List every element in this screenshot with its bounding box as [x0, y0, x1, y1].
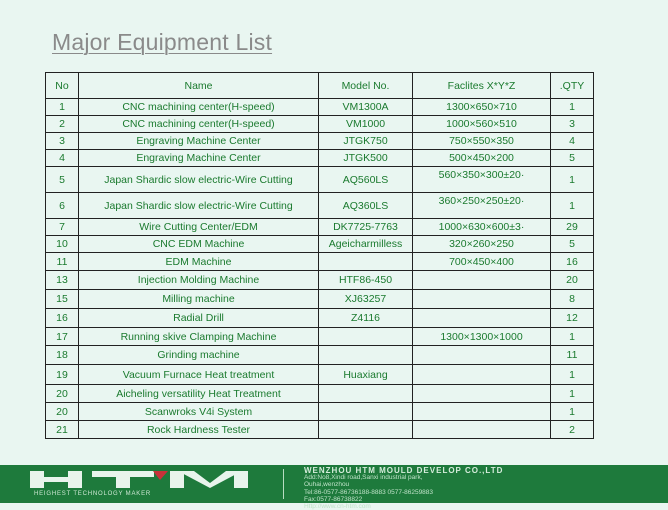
cell-qty: 20 — [551, 271, 594, 290]
cell-facilities — [413, 271, 551, 290]
table-row — [46, 365, 594, 385]
col-header-model: Model No. — [319, 73, 413, 99]
logo-tagline: HEIGHEST TECHNOLOGY MAKER — [34, 491, 152, 497]
cell-model — [319, 346, 413, 365]
cell-facilities — [413, 403, 551, 421]
table-row — [46, 328, 594, 346]
cell-name: Vacuum Furnace Heat treatment — [79, 365, 319, 385]
cell-no: 11 — [46, 253, 79, 271]
cell-facilities: 700×450×400 — [413, 253, 551, 271]
cell-name: Milling machine — [79, 290, 319, 309]
footer-divider — [283, 469, 284, 499]
cell-no: 20 — [46, 403, 79, 421]
company-info — [304, 467, 659, 510]
cell-facilities: 360×250×250±20· — [413, 193, 551, 219]
cell-model: Z4116 — [319, 309, 413, 328]
cell-name: Scanwroks V4i System — [79, 403, 319, 421]
table-row — [46, 150, 594, 167]
company-tel: Tel:86-0577-86736188-8883 0577-86259883 — [304, 488, 434, 496]
col-header-no: No — [46, 73, 79, 99]
table-row — [46, 403, 594, 421]
page-title: Major Equipment List — [52, 29, 273, 55]
cell-qty: 1 — [551, 99, 594, 116]
cell-model: DK7725-7763 — [319, 219, 413, 236]
table-row — [46, 99, 594, 116]
cell-qty: 1 — [551, 403, 594, 421]
cell-facilities — [413, 346, 551, 365]
cell-qty: 1 — [551, 385, 594, 403]
cell-facilities: 1000×560×510 — [413, 116, 551, 133]
cell-model — [319, 328, 413, 346]
cell-no: 21 — [46, 421, 79, 439]
cell-model: VM1000 — [319, 116, 413, 133]
cell-no: 17 — [46, 328, 79, 346]
table-row — [46, 253, 594, 271]
table-row — [46, 290, 594, 309]
cell-no: 3 — [46, 133, 79, 150]
cell-no: 2 — [46, 116, 79, 133]
table-row — [46, 346, 594, 365]
cell-model: AQ560LS — [319, 167, 413, 193]
table-row — [46, 236, 594, 253]
cell-qty: 8 — [551, 290, 594, 309]
cell-model: AQ360LS — [319, 193, 413, 219]
cell-model: JTGK500 — [319, 150, 413, 167]
table-row — [46, 219, 594, 236]
footer-band — [0, 465, 668, 510]
cell-no: 18 — [46, 346, 79, 365]
cell-no: 20 — [46, 385, 79, 403]
cell-qty: 11 — [551, 346, 594, 365]
cell-no: 7 — [46, 219, 79, 236]
company-web: Http://www.cn-htm.com — [304, 503, 371, 510]
cell-name: Grinding machine — [79, 346, 319, 365]
cell-no: 6 — [46, 193, 79, 219]
cell-qty: 2 — [551, 421, 594, 439]
table-row — [46, 167, 594, 193]
cell-name: CNC machining center(H-speed) — [79, 99, 319, 116]
table-row — [46, 271, 594, 290]
htm-logo-icon — [28, 469, 253, 491]
cell-name: EDM Machine — [79, 253, 319, 271]
table-row — [46, 116, 594, 133]
cell-name: CNC EDM Machine — [79, 236, 319, 253]
cell-qty: 16 — [551, 253, 594, 271]
cell-facilities — [413, 365, 551, 385]
cell-name: Running skive Clamping Machine — [79, 328, 319, 346]
cell-facilities: 320×260×250 — [413, 236, 551, 253]
company-address-2: Ouhai,wenzhou — [304, 481, 350, 489]
cell-facilities: 1300×1300×1000 — [413, 328, 551, 346]
cell-model: JTGK750 — [319, 133, 413, 150]
col-header-facilities: Faclites X*Y*Z — [413, 73, 551, 99]
cell-model — [319, 421, 413, 439]
cell-facilities: 1000×630×600±3· — [413, 219, 551, 236]
cell-no: 5 — [46, 167, 79, 193]
cell-qty: 3 — [551, 116, 594, 133]
cell-no: 19 — [46, 365, 79, 385]
cell-no: 15 — [46, 290, 79, 309]
cell-qty: 5 — [551, 150, 594, 167]
cell-model: HTF86-450 — [319, 271, 413, 290]
table-row — [46, 193, 594, 219]
table-header-row — [46, 73, 594, 99]
cell-model — [319, 253, 413, 271]
cell-name: Japan Shardic slow electric-Wire Cutting — [79, 167, 319, 193]
table-row — [46, 421, 594, 439]
cell-name: Radial Drill — [79, 309, 319, 328]
cell-no: 13 — [46, 271, 79, 290]
cell-qty: 1 — [551, 365, 594, 385]
cell-name: Aicheling versatility Heat Treatment — [79, 385, 319, 403]
col-header-name: Name — [79, 73, 319, 99]
cell-no: 4 — [46, 150, 79, 167]
cell-model: XJ63257 — [319, 290, 413, 309]
cell-no: 10 — [46, 236, 79, 253]
cell-qty: 1 — [551, 193, 594, 219]
table-row — [46, 309, 594, 328]
cell-name: Rock Hardness Tester — [79, 421, 319, 439]
cell-facilities: 560×350×300±20· — [413, 167, 551, 193]
cell-model: VM1300A — [319, 99, 413, 116]
cell-name: Engraving Machine Center — [79, 150, 319, 167]
company-name: WENZHOU HTM MOULD DEVELOP CO.,LTD — [304, 466, 504, 475]
cell-qty: 5 — [551, 236, 594, 253]
cell-facilities: 750×550×350 — [413, 133, 551, 150]
cell-model — [319, 385, 413, 403]
cell-facilities — [413, 385, 551, 403]
cell-name: Engraving Machine Center — [79, 133, 319, 150]
equipment-table — [45, 72, 594, 439]
cell-facilities — [413, 421, 551, 439]
cell-name: Injection Molding Machine — [79, 271, 319, 290]
cell-facilities: 500×450×200 — [413, 150, 551, 167]
company-address-1: Add:No8,Xindi road,Sanxi industrial park, — [304, 474, 423, 482]
cell-facilities: 1300×650×710 — [413, 99, 551, 116]
cell-model: Huaxiang — [319, 365, 413, 385]
cell-name: CNC machining center(H-speed) — [79, 116, 319, 133]
company-fax: Fax:0577-86738822 — [304, 495, 363, 503]
cell-qty: 4 — [551, 133, 594, 150]
cell-facilities — [413, 290, 551, 309]
cell-facilities — [413, 309, 551, 328]
cell-no: 1 — [46, 99, 79, 116]
cell-model: Ageicharmilless — [319, 236, 413, 253]
company-logo — [28, 469, 253, 499]
table-row — [46, 133, 594, 150]
cell-qty: 1 — [551, 167, 594, 193]
cell-model — [319, 403, 413, 421]
cell-qty: 29 — [551, 219, 594, 236]
table-row — [46, 385, 594, 403]
cell-qty: 12 — [551, 309, 594, 328]
cell-no: 16 — [46, 309, 79, 328]
col-header-qty: .QTY — [551, 73, 594, 99]
cell-qty: 1 — [551, 328, 594, 346]
cell-name: Wire Cutting Center/EDM — [79, 219, 319, 236]
cell-name: Japan Shardic slow electric-Wire Cutting — [79, 193, 319, 219]
